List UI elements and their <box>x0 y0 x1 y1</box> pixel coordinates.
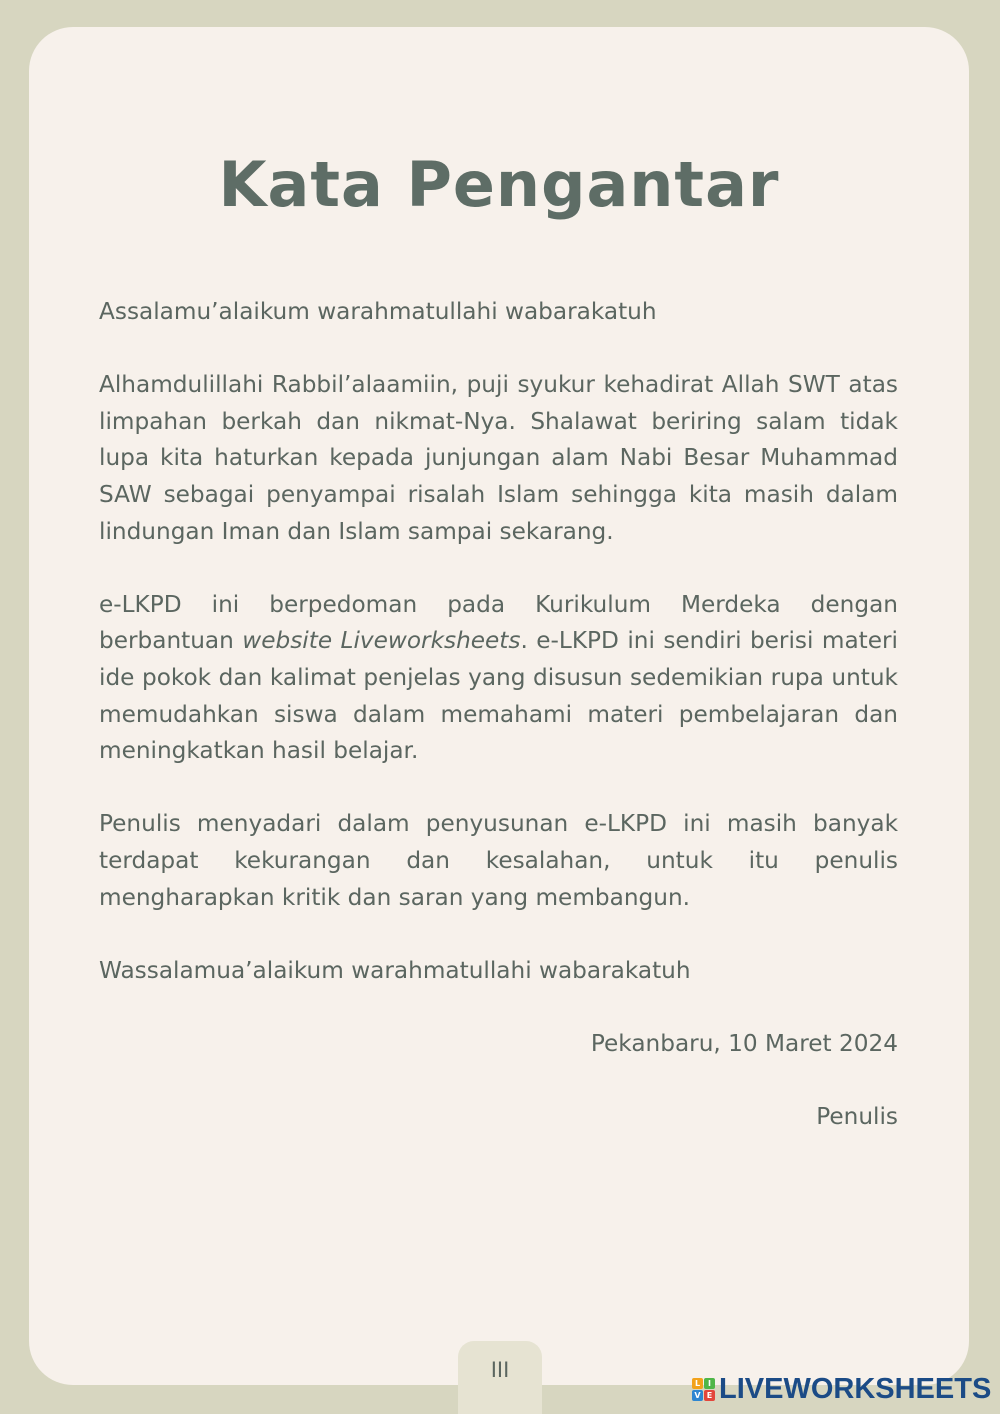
author-signature: Penulis <box>816 1103 898 1131</box>
paragraph-apology: Penulis menyadari dalam penyusunan e-LKPD ini masih banyak terdapat kekurangan dan kesalahan, untuk itu penulis mengharapkan kritik dan saran yang membangun. <box>99 810 898 911</box>
logo-letter-e: E <box>704 1390 715 1401</box>
logo-letter-l: L <box>692 1378 703 1389</box>
paragraph-elkpd-part2: . e-LKPD ini sendiri berisi materi ide pokok dan kalimat penjelas yang disusun sedemikian rupa untuk memudahkan siswa dalam memahami materi pembelajaran dan meningkatkan hasil belajar. <box>99 627 898 765</box>
paragraph-elkpd-part1: e-LKPD ini berpedoman pada Kurikulum Merdeka dengan berbantuan <box>99 590 898 655</box>
greeting: Assalamu’alaikum warahmatullahi wabarakatuh <box>99 298 657 325</box>
page-card <box>29 27 969 1385</box>
paragraph-opening: Alhamdulillahi Rabbil’alaamiin, puji syukur kehadirat Allah SWT atas limpahan berkah dan nikmat-Nya. Shalawat beriring salam tidak lupa kita haturkan kepada junjungan alam Nabi Besar Muhammad SAW sebagai penyampai risalah Islam sehingga kita masih dalam lindungan Iman dan Islam sampai sekarang. <box>99 371 898 545</box>
logo-letter-i: I <box>704 1378 715 1389</box>
paragraph-elkpd-emphasis: website Liveworksheets <box>242 627 521 655</box>
logo-letter-v: V <box>692 1390 703 1401</box>
closing-greeting: Wassalamua’alaikum warahmatullahi wabarakatuh <box>99 956 691 984</box>
liveworksheets-brand[interactable] <box>692 1374 991 1404</box>
paragraph-elkpd <box>99 587 898 770</box>
page-title: Kata Pengantar <box>218 148 780 221</box>
page-body <box>99 294 898 1172</box>
brand-text: LIVEWORKSHEETS <box>719 1372 992 1405</box>
liveworksheets-logo-icon <box>692 1378 715 1401</box>
page-number: III <box>458 1341 542 1414</box>
place-date: Pekanbaru, 10 Maret 2024 <box>590 1029 898 1057</box>
